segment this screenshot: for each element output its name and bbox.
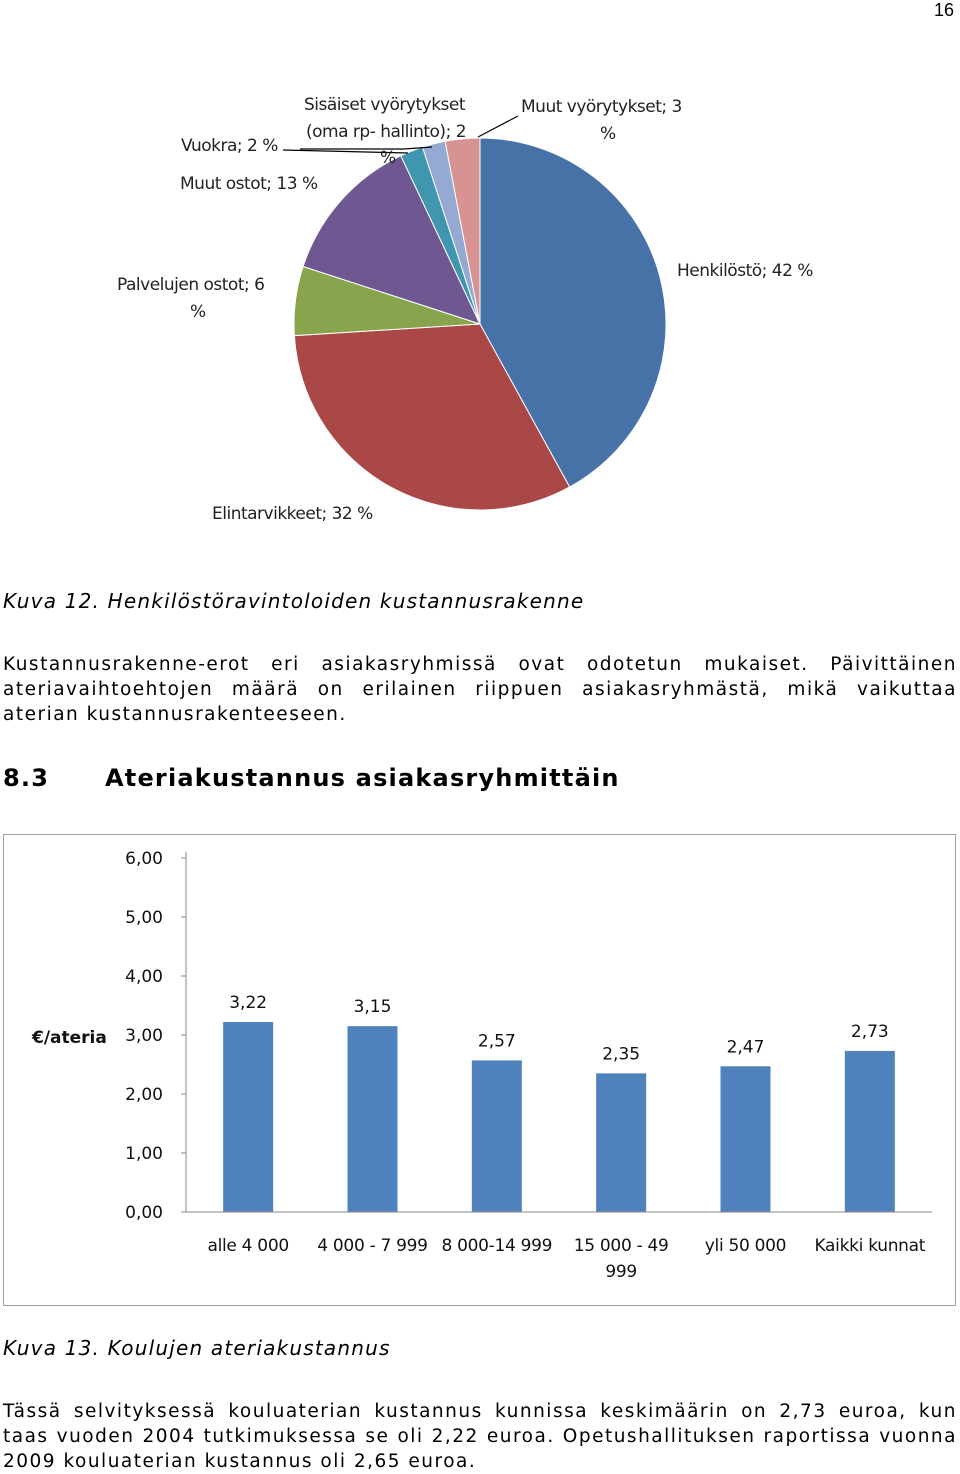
bar-chart <box>0 834 960 1223</box>
leader-line-muut-vyor <box>478 116 518 137</box>
pie-label-muut-vyor-1: Muut vyörytykset; 3 <box>521 97 682 117</box>
y-tick-label: 0,00 <box>125 1203 163 1223</box>
pie-label-elintarvikkeet: Elintarvikkeet; 32 % <box>212 504 373 524</box>
y-tick-label: 5,00 <box>125 908 163 928</box>
x-category-label: 8 000-14 999 <box>441 1236 553 1256</box>
pie-label-muut-vyor-2: % <box>600 124 616 144</box>
bar-3 <box>596 1073 646 1212</box>
x-category-label: 15 000 - 49 <box>573 1236 669 1256</box>
bar-chart-categories <box>0 1230 960 1330</box>
pie-label-palvelujen-1: Palvelujen ostot; 6 <box>117 275 265 295</box>
bar-value-label: 2,73 <box>850 1021 889 1042</box>
pie-chart <box>0 0 960 540</box>
x-category-label: alle 4 000 <box>207 1236 289 1256</box>
pie-label-sisaiset-1: Sisäiset vyörytykset <box>304 95 466 115</box>
paragraph-cost-differences: Kustannusrakenne-erot eri asiakasryhmissä ovat odotetun mukaiset. Päivittäinen ateriavaihtoehtojen määrä on erilainen riippuen asiakasryhmästä, mikä vaikuttaa aterian kustannusrakenteeseen. <box>3 654 957 725</box>
y-tick-label: 3,00 <box>125 1026 163 1046</box>
bar-5 <box>845 1051 895 1212</box>
x-category-label: Kaikki kunnat <box>814 1236 926 1256</box>
bar-value-label: 3,15 <box>353 997 392 1018</box>
bar-2 <box>472 1060 522 1212</box>
x-category-label: yli 50 000 <box>704 1236 787 1256</box>
bar-0 <box>223 1022 273 1212</box>
bar-value-label: 2,47 <box>726 1037 765 1058</box>
section-number: 8.3 <box>3 764 50 792</box>
y-tick-label: 6,00 <box>125 849 163 869</box>
y-tick-label: 2,00 <box>125 1085 163 1105</box>
y-tick-label: 1,00 <box>125 1144 163 1164</box>
pie-label-sisaiset-2: (oma rp- hallinto); 2 <box>306 122 467 142</box>
section-heading <box>3 764 620 792</box>
figure-caption-13: Kuva 13. Koulujen ateriakustannus <box>3 1336 391 1360</box>
section-title: Ateriakustannus asiakasryhmittäin <box>105 764 620 792</box>
pie-label-muut-ostot: Muut ostot; 13 % <box>180 174 318 194</box>
pie-label-palvelujen-2: % <box>190 302 206 322</box>
bar-value-label: 2,57 <box>477 1031 516 1052</box>
pie-label-henkilosto: Henkilöstö; 42 % <box>677 261 813 281</box>
bar-1 <box>348 1026 398 1212</box>
bar-value-label: 2,35 <box>602 1044 641 1065</box>
x-category-label: 999 <box>605 1262 637 1282</box>
pie-label-sisaiset-3: % <box>380 148 396 168</box>
figure-caption-12: Kuva 12. Henkilöstöravintoloiden kustannusrakenne <box>3 589 585 613</box>
pie-label-vuokra: Vuokra; 2 % <box>181 136 278 156</box>
y-tick-label: 4,00 <box>125 967 163 987</box>
page-number: 16 <box>933 0 954 20</box>
y-axis-label: €/ateria <box>32 1028 107 1048</box>
paragraph-school-meal-cost: Tässä selvityksessä kouluaterian kustannus kunnissa keskimäärin on 2,73 euroa, kun taas vuoden 2004 tutkimuksessa se oli 2,22 euroa. Opetushallituksen raportissa vuonna 2009 kouluaterian kustannus oli 2,65 euroa. <box>3 1401 957 1472</box>
leader-line-sisaiset <box>300 147 432 149</box>
bar-value-label: 3,22 <box>229 993 268 1014</box>
bar-4 <box>721 1066 771 1212</box>
x-category-label: 4 000 - 7 999 <box>317 1236 428 1256</box>
